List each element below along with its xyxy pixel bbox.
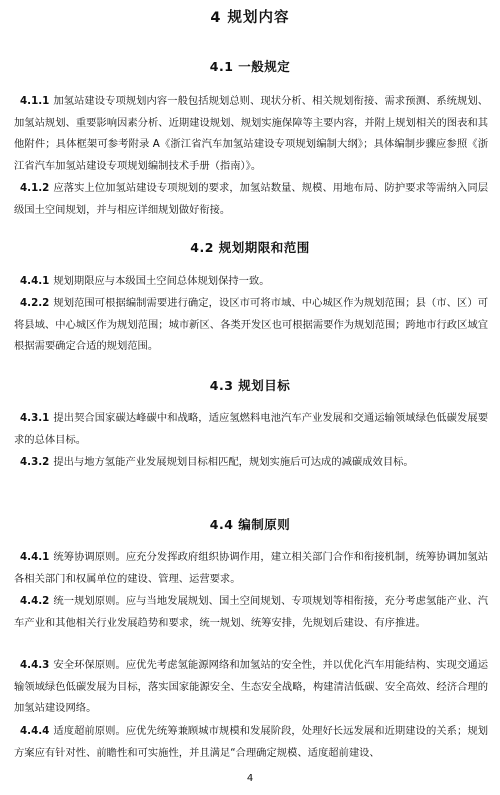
clause-4-4-3 xyxy=(14,655,488,720)
clause-4-4-2 xyxy=(14,591,488,634)
clause-text: 加氢站建设专项规划内容一般包括规划总则、现状分析、相关规划衔接、需求预测、系统规划、加氢站规划、重要影响因素分析、近期建设规划、规划实施保障等主要内容，并附上规划相关的图表和其他附件；具体框架可参考附录 A《浙江省汽车加氢站建设专项规划编制大纲》；具体编制步骤应参照《浙江省汽车加氢站建设专项规划编制技术手册（指南）》。 xyxy=(14,95,488,172)
clause-4-1-1 xyxy=(14,91,488,177)
section-title-4-1: 4.1 一般规定 xyxy=(209,59,291,74)
clause-number: 4.2.2 xyxy=(20,297,50,309)
clause-4-4-4 xyxy=(14,721,488,764)
clause-4-3-2 xyxy=(14,452,488,474)
clause-4-3-1 xyxy=(14,408,488,451)
clause-number: 4.3.1 xyxy=(20,412,50,424)
clause-text: 统筹协调原则。应充分发挥政府组织协调作用，建立相关部门合作和衔接机制，统筹协调加氢站各相关部门和权属单位的建设、管理、运营要求。 xyxy=(14,551,488,585)
clause-number: 4.4.1 xyxy=(20,551,50,563)
clause-text: 规划范围可根据编制需要进行确定，设区市可将市域、中心城区作为规划范围；县（市、区）可将县域、中心城区作为规划范围；城市新区、各类开发区也可根据需要作为规划范围；跨地市行政区域宜根据需要确定合适的规划范围。 xyxy=(14,297,488,352)
section-title-4-4: 4.4 编制原则 xyxy=(209,517,291,532)
clause-text: 应落实上位加氢站建设专项规划的要求，加氢站数量、规模、用地布局、防护要求等需纳入同层级国土空间规划，并与相应详细规划做好衔接。 xyxy=(14,182,488,216)
clause-number: 4.1.2 xyxy=(20,182,50,194)
section-title-4-3: 4.3 规划目标 xyxy=(209,378,291,393)
chapter-title: 4 规划内容 xyxy=(210,10,290,26)
clause-text: 统一规划原则。应与当地发展规划、国土空间规划、专项规划等相衔接，充分考虑氢能产业、汽车产业和其他相关行业发展趋势和要求，统一规划、统筹安排，先规划后建设、有序推进。 xyxy=(14,595,488,629)
clause-4-4-1 xyxy=(14,547,488,590)
clause-number: 4.4.1 xyxy=(20,275,50,287)
clause-4-4-1-a xyxy=(14,271,488,293)
clause-text: 规划期限应与本级国土空间总体规划保持一致。 xyxy=(53,275,270,287)
clause-number: 4.4.4 xyxy=(20,725,50,737)
clause-text: 适度超前原则。应优先统筹兼顾城市规模和发展阶段，处理好长远发展和近期建设的关系；规划方案应有针对性、前瞻性和可实施性，并且满足“合理确定规模、适度超前建设、 xyxy=(14,725,488,759)
section-title-4-2: 4.2 规划期限和范围 xyxy=(190,240,310,255)
clause-4-1-2 xyxy=(14,178,488,221)
clause-number: 4.4.2 xyxy=(20,595,50,607)
clause-text: 提出契合国家碳达峰碳中和战略，适应氢燃料电池汽车产业发展和交通运输领域绿色低碳发展要求的总体目标。 xyxy=(14,412,488,446)
clause-text: 安全环保原则。应优先考虑氢能源网络和加氢站的安全性，并以优化汽车用能结构、实现交通运输领域绿色低碳发展为目标，落实国家能源安全、生态安全战略，构建清洁低碳、安全高效、经济合理的加氢站建设网络。 xyxy=(14,659,488,714)
clause-number: 4.4.3 xyxy=(20,659,50,671)
page-number: 4 xyxy=(246,773,254,784)
clause-4-2-2 xyxy=(14,293,488,358)
clause-number: 4.3.2 xyxy=(20,456,50,468)
clause-text: 提出与地方氢能产业发展规划目标相匹配，规划实施后可达成的减碳成效目标。 xyxy=(53,456,414,468)
clause-number: 4.1.1 xyxy=(20,95,50,107)
